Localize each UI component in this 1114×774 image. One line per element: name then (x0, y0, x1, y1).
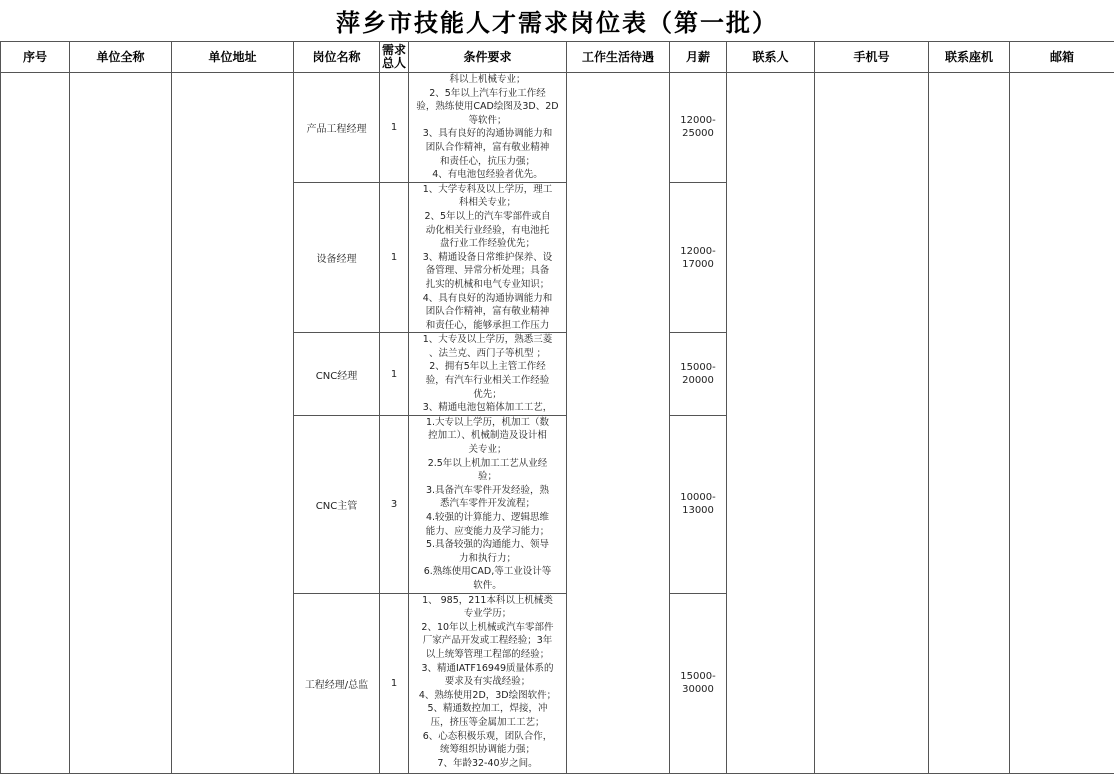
header-count[interactable] (380, 42, 409, 73)
requirement-line: 7、年龄32-40岁之间。 (409, 757, 566, 771)
requirement-line: 5.具备较强的沟通能力、领导 (409, 538, 566, 552)
salary-max: 17000 (670, 258, 726, 271)
salary-max: 30000 (670, 683, 726, 696)
header-address[interactable]: 单位地址 (172, 42, 294, 73)
mobile-cell[interactable] (815, 73, 929, 774)
salary-min: 10000- (670, 491, 726, 504)
salary-min: 12000- (670, 114, 726, 127)
salary-max: 20000 (670, 374, 726, 387)
header-position[interactable]: 岗位名称 (294, 42, 380, 73)
header-contact[interactable]: 联系人 (727, 42, 815, 73)
requirement-line: 备管理、异常分析处理；具备 (409, 264, 566, 278)
requirement-line: 等软件； (409, 114, 566, 128)
requirement-line: 3、精通IATF16949质量体系的 (409, 662, 566, 676)
requirement-line: 验，有汽车行业相关工作经验 (409, 374, 566, 388)
requirement-line: 3.具备汽车零件开发经验，熟 (409, 484, 566, 498)
header-requirements[interactable]: 条件要求 (409, 42, 567, 73)
requirement-line: 力和执行力； (409, 552, 566, 566)
requirement-line: 验，熟练使用CAD绘图及3D、2D (409, 100, 566, 114)
requirement-line: 2、10年以上机械或汽车零部件 (409, 621, 566, 635)
requirements-cell[interactable] (409, 593, 567, 773)
count-cell[interactable]: 1 (380, 182, 409, 333)
requirement-line: 1.大专以上学历，机加工（数 (409, 416, 566, 430)
requirement-line: 2、5年以上汽车行业工作经 (409, 87, 566, 101)
requirement-line: 能力、应变能力及学习能力； (409, 525, 566, 539)
salary-cell[interactable] (670, 415, 727, 593)
requirement-line: 2.5年以上机加工工艺从业经 (409, 457, 566, 471)
requirements-cell[interactable] (409, 333, 567, 416)
requirements-cell[interactable] (409, 182, 567, 333)
job-table (0, 41, 1114, 774)
salary-cell[interactable] (670, 333, 727, 416)
salary-cell[interactable] (670, 73, 727, 183)
salary-min: 12000- (670, 245, 726, 258)
requirement-line: 3、精通电池包箱体加工工艺， (409, 401, 566, 415)
header-count-line2: 总人 (380, 57, 408, 70)
header-count-line1: 需求 (380, 44, 408, 57)
address-cell[interactable] (172, 73, 294, 774)
salary-cell[interactable] (670, 593, 727, 773)
salary-max: 13000 (670, 504, 726, 517)
position-cell[interactable]: 工程经理/总监 (294, 593, 380, 773)
requirement-line: 6、心态积极乐观，团队合作， (409, 730, 566, 744)
requirement-line: 4、熟练使用2D，3D绘图软件； (409, 689, 566, 703)
requirement-line: 盘行业工作经验优先； (409, 237, 566, 251)
header-salary[interactable]: 月薪 (670, 42, 727, 73)
requirement-line: 1、大专及以上学历，熟悉三菱 (409, 333, 566, 347)
requirement-line: 扎实的机械和电气专业知识； (409, 278, 566, 292)
count-cell[interactable]: 1 (380, 73, 409, 183)
header-company[interactable]: 单位全称 (70, 42, 172, 73)
position-cell[interactable]: 产品工程经理 (294, 73, 380, 183)
requirement-line: 控加工）、机械制造及设计相 (409, 429, 566, 443)
requirement-line: 团队合作精神，富有敬业精神 (409, 141, 566, 155)
requirement-line: 压，挤压等金属加工工艺； (409, 716, 566, 730)
requirement-line: 和责任心，能够承担工作压力 (409, 319, 566, 333)
requirement-line: 4、具有良好的沟通协调能力和 (409, 292, 566, 306)
requirement-line: 3、具有良好的沟通协调能力和 (409, 127, 566, 141)
requirement-line: 2、拥有5年以上主管工作经 (409, 360, 566, 374)
position-cell[interactable]: CNC主管 (294, 415, 380, 593)
requirement-line: 厂家产品开发或工程经验；3年 (409, 634, 566, 648)
count-cell[interactable]: 1 (380, 593, 409, 773)
requirement-line: 和责任心，抗压力强； (409, 155, 566, 169)
header-benefits[interactable]: 工作生活待遇 (567, 42, 670, 73)
requirement-line: 3、精通设备日常维护保养、设 (409, 251, 566, 265)
count-cell[interactable]: 1 (380, 333, 409, 416)
requirement-line: 统筹组织协调能力强； (409, 743, 566, 757)
requirement-line: 验； (409, 470, 566, 484)
landline-cell[interactable] (929, 73, 1010, 774)
requirement-line: 、法兰克、西门子等机型 ； (409, 347, 566, 361)
header-landline[interactable]: 联系座机 (929, 42, 1010, 73)
header-email[interactable]: 邮箱 (1010, 42, 1114, 73)
salary-cell[interactable] (670, 182, 727, 333)
requirement-line: 悉汽车零件开发流程； (409, 497, 566, 511)
requirement-line: 优先； (409, 388, 566, 402)
requirement-line: 团队合作精神，富有敬业精神 (409, 305, 566, 319)
salary-min: 15000- (670, 670, 726, 683)
requirement-line: 关专业； (409, 443, 566, 457)
company-cell[interactable] (70, 73, 172, 774)
requirement-line: 4、有电池包经验者优先。 (409, 168, 566, 182)
header-row (1, 42, 1114, 73)
requirements-cell[interactable] (409, 415, 567, 593)
page-title: 萍乡市技能人才需求岗位表（第一批） (336, 3, 778, 38)
requirements-cell[interactable] (409, 73, 567, 183)
requirement-line: 6.熟练使用CAD,等工业设计等 (409, 565, 566, 579)
seq-cell[interactable] (1, 73, 70, 774)
requirement-line: 软件。 (409, 579, 566, 593)
count-cell[interactable]: 3 (380, 415, 409, 593)
requirement-line: 科相关专业； (409, 196, 566, 210)
salary-max: 25000 (670, 127, 726, 140)
requirement-line: 1、大学专科及以上学历，理工 (409, 183, 566, 197)
requirement-line: 5、精通数控加工，焊接，冲 (409, 702, 566, 716)
requirement-line: 专业学历； (409, 607, 566, 621)
requirement-line: 1、 985，211本科以上机械类 (409, 594, 566, 608)
contact-cell[interactable] (727, 73, 815, 774)
title-cell[interactable] (0, 0, 1114, 42)
benefits-cell[interactable] (567, 73, 670, 774)
header-seq[interactable]: 序号 (1, 42, 70, 73)
header-mobile[interactable]: 手机号 (815, 42, 929, 73)
requirement-line: 2、5年以上的汽车零部件或自 (409, 210, 566, 224)
requirement-line: 科以上机械专业； (409, 73, 566, 87)
requirement-line: 动化相关行业经验，有电池托 (409, 224, 566, 238)
email-cell[interactable] (1010, 73, 1114, 774)
requirement-line: 以上统筹管理工程部的经验； (409, 648, 566, 662)
requirement-line: 4.较强的计算能力、逻辑思维 (409, 511, 566, 525)
position-cell[interactable]: CNC经理 (294, 333, 380, 416)
table-row (1, 73, 1114, 183)
position-cell[interactable]: 设备经理 (294, 182, 380, 333)
requirement-line: 要求及有实战经验； (409, 675, 566, 689)
salary-min: 15000- (670, 361, 726, 374)
